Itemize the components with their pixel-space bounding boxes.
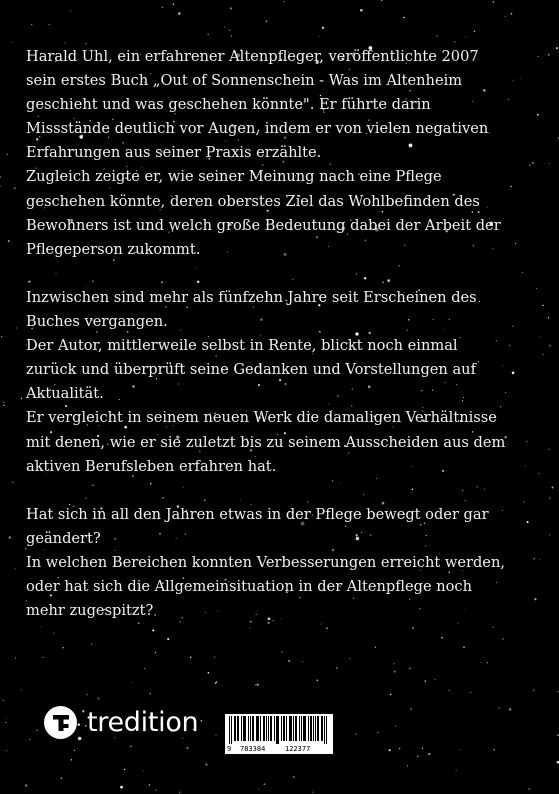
star <box>456 770 457 771</box>
star <box>255 684 256 685</box>
star <box>155 652 156 653</box>
star <box>549 497 550 498</box>
star <box>130 746 132 748</box>
star <box>522 272 523 273</box>
star <box>407 765 408 766</box>
star <box>0 176 1 177</box>
star <box>549 449 550 450</box>
star <box>375 647 376 648</box>
star <box>266 20 267 21</box>
star <box>532 162 534 164</box>
star <box>61 778 62 779</box>
star <box>258 788 259 789</box>
star <box>281 651 282 652</box>
star <box>152 629 154 631</box>
star <box>317 679 319 681</box>
star <box>533 690 534 691</box>
star <box>132 682 133 683</box>
star <box>98 697 100 699</box>
barcode-digit-lead: 9 <box>227 745 232 753</box>
star <box>390 694 392 696</box>
star <box>302 661 303 662</box>
star <box>542 305 544 307</box>
star <box>434 679 435 680</box>
star <box>5 722 6 723</box>
blurb-paragraph-2: Inzwischen sind mehr als fünfzehn Jahre seit Erscheinen des Buches vergangen. Der Autor, mittlerweile selbst in Rente, blickt noch einmal zurück und überprüft seine Gedanken und Vorstellungen auf Aktualität. Er vergleicht in seinem neuen Werk die damaligen Verhältnisse mit denen, wie er sie zuletzt bis zu seinem Ausscheiden aus dem aktiven Berufsleben erfahren hat. <box>26 288 506 475</box>
star <box>549 344 551 346</box>
star <box>528 788 529 789</box>
star <box>403 17 405 19</box>
star <box>15 568 16 569</box>
publisher-logo <box>44 706 198 739</box>
star <box>231 35 232 36</box>
star <box>120 786 123 789</box>
star <box>36 729 37 730</box>
star <box>216 681 218 683</box>
star <box>42 657 43 658</box>
star <box>288 660 290 662</box>
star <box>21 398 22 399</box>
star <box>15 657 16 658</box>
star <box>162 7 164 9</box>
star <box>178 12 181 15</box>
barcode-digit-group-1: 783384 <box>240 745 266 753</box>
star <box>321 624 322 625</box>
star <box>40 626 41 627</box>
star <box>3 401 4 402</box>
star <box>156 790 157 791</box>
star <box>556 47 558 49</box>
star <box>428 753 430 755</box>
star <box>537 114 539 116</box>
star <box>224 27 225 28</box>
star <box>510 186 512 188</box>
star <box>144 668 145 669</box>
star <box>14 187 16 189</box>
star <box>493 749 495 751</box>
star <box>552 487 554 489</box>
star <box>12 482 13 483</box>
star <box>399 748 400 749</box>
star <box>1 336 2 337</box>
star <box>381 0 382 1</box>
star <box>393 663 394 664</box>
star <box>377 732 379 734</box>
star <box>395 726 396 727</box>
star <box>422 748 423 749</box>
star <box>512 326 513 327</box>
star <box>29 739 31 741</box>
publisher-name: tredition <box>87 707 199 738</box>
star <box>124 769 125 770</box>
isbn-barcode <box>225 714 333 754</box>
star <box>264 783 266 785</box>
star <box>539 559 540 560</box>
star <box>509 345 510 346</box>
tredition-logo-icon <box>44 706 77 739</box>
star <box>508 99 509 100</box>
star <box>481 662 482 663</box>
star <box>525 466 526 467</box>
star <box>64 42 65 43</box>
star <box>526 441 527 442</box>
star <box>549 534 550 535</box>
star <box>520 78 521 79</box>
star <box>230 7 232 9</box>
star <box>207 34 209 36</box>
star <box>53 632 54 633</box>
star <box>463 646 465 648</box>
star <box>470 692 471 693</box>
star <box>425 680 427 682</box>
blurb-paragraph-3: Hat sich in all den Jahren etwas in der Pflege bewegt oder gar geändert? In welchen Bereichen konnten Verbesserungen erreicht werden, oder hat sich die Allgemeinsituation in der Altenpflege noch mehr zugespitzt? <box>26 505 505 620</box>
star <box>436 35 437 36</box>
star <box>322 27 324 29</box>
star <box>394 671 396 673</box>
star <box>91 644 93 646</box>
star <box>448 690 449 691</box>
star <box>493 1 494 2</box>
star <box>11 42 12 43</box>
star <box>409 668 410 669</box>
star <box>8 240 10 242</box>
star <box>201 720 202 721</box>
star <box>215 734 216 735</box>
star <box>319 36 320 37</box>
star <box>186 747 188 749</box>
star <box>16 327 17 328</box>
star <box>86 694 87 695</box>
star <box>208 672 210 674</box>
star <box>474 31 475 32</box>
star <box>505 16 506 17</box>
star <box>389 749 391 751</box>
star <box>557 734 559 736</box>
star <box>539 337 540 338</box>
star <box>0 186 1 187</box>
star <box>3 700 4 701</box>
star <box>529 165 530 166</box>
star <box>214 656 215 657</box>
star <box>49 24 50 25</box>
star <box>502 638 503 639</box>
star <box>360 9 363 12</box>
star <box>149 693 151 695</box>
star <box>349 658 350 659</box>
star <box>190 657 191 658</box>
back-cover-blurb <box>26 45 506 623</box>
star <box>537 56 538 57</box>
star <box>293 776 294 777</box>
star <box>336 667 337 668</box>
star <box>215 683 216 684</box>
star <box>229 30 230 31</box>
star <box>454 41 456 43</box>
star <box>63 647 64 648</box>
star <box>441 637 442 638</box>
star <box>173 4 175 6</box>
star <box>21 689 22 690</box>
star <box>533 558 534 559</box>
star <box>355 734 356 735</box>
star <box>527 521 529 523</box>
star <box>548 317 549 318</box>
star <box>6 154 8 156</box>
star <box>548 54 549 55</box>
star <box>312 792 313 793</box>
star <box>512 372 515 375</box>
star <box>31 24 32 25</box>
barcode-digits <box>225 713 333 753</box>
star <box>257 684 259 686</box>
star <box>25 784 27 786</box>
star <box>326 627 327 628</box>
star <box>410 708 411 709</box>
star <box>179 792 180 793</box>
star <box>509 708 512 711</box>
star <box>524 501 525 502</box>
blurb-paragraph-1: Harald Uhl, ein erfahrener Altenpfleger, veröffentlichte 2007 sein erstes Buch „Out of Sonnenschein - Was im Altenheim geschieht und was geschehen könnte". Er führte darin Missstände deutlich vor Augen, indem er von vielen negativen Erfahrungen aus seiner Praxis erzählte. Zugleich zeigte er, wie seiner Meinung nach eine Pflege geschehen könnte, deren oberstes Ziel das Wohlbefinden des Bewohners ist und welch große Bedeutung dabei der Arbeit der Pflegeperson zukommt. <box>26 48 501 258</box>
star <box>284 1 285 2</box>
star <box>534 598 536 600</box>
star <box>6 750 7 751</box>
star <box>543 354 544 355</box>
star <box>143 770 144 771</box>
star <box>3 405 4 406</box>
star <box>511 13 513 15</box>
star <box>536 288 537 289</box>
star <box>70 10 71 11</box>
star <box>549 163 550 164</box>
star <box>9 536 11 538</box>
star <box>493 627 494 628</box>
star <box>412 627 413 628</box>
star <box>167 638 169 640</box>
star <box>538 473 539 474</box>
star <box>499 707 500 708</box>
star <box>465 36 466 37</box>
star <box>6 718 7 719</box>
star <box>74 750 75 751</box>
star <box>513 80 514 81</box>
star <box>249 627 250 628</box>
star <box>487 662 489 664</box>
barcode-digit-group-2: 122377 <box>285 745 311 753</box>
star <box>515 243 516 244</box>
star <box>417 756 419 758</box>
star <box>71 759 73 761</box>
star <box>149 784 151 786</box>
star <box>205 763 208 766</box>
star <box>460 749 461 750</box>
